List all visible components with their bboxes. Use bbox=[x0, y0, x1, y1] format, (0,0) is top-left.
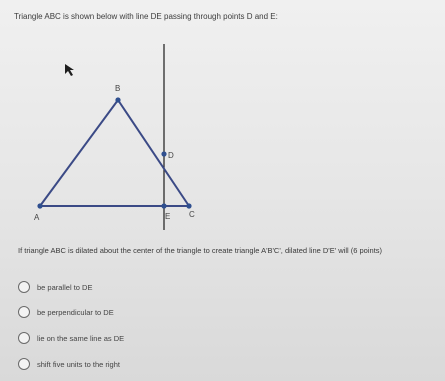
point-a bbox=[37, 203, 42, 208]
label-c: C bbox=[189, 210, 195, 219]
radio-button[interactable] bbox=[18, 306, 30, 318]
triangle-figure bbox=[0, 30, 230, 245]
side-bc bbox=[118, 100, 189, 206]
question-text: If triangle ABC is dilated about the center of the triangle to create triangle A'B'C', dilated line D'E' will (6 points) bbox=[18, 246, 383, 255]
label-d: D bbox=[168, 151, 174, 160]
option-label: be parallel to DE bbox=[37, 282, 93, 292]
side-ab bbox=[40, 100, 118, 206]
option-same-line[interactable] bbox=[18, 331, 124, 345]
radio-button[interactable] bbox=[18, 332, 30, 344]
radio-button[interactable] bbox=[18, 358, 30, 370]
point-c bbox=[186, 203, 191, 208]
option-shift-right[interactable] bbox=[18, 357, 120, 371]
option-label: lie on the same line as DE bbox=[37, 333, 125, 343]
option-perpendicular[interactable] bbox=[18, 305, 114, 319]
label-e: E bbox=[165, 212, 171, 221]
point-e bbox=[161, 203, 166, 208]
intro-text: Triangle ABC is shown below with line DE passing through points D and E: bbox=[14, 12, 278, 21]
label-b: B bbox=[115, 84, 121, 93]
mouse-cursor-icon bbox=[65, 64, 74, 76]
point-d bbox=[161, 151, 166, 156]
triangle-diagram bbox=[0, 30, 230, 245]
option-label: shift five units to the right bbox=[37, 359, 120, 369]
label-a: A bbox=[34, 213, 40, 222]
option-label: be perpendicular to DE bbox=[37, 307, 114, 317]
option-parallel[interactable] bbox=[18, 280, 92, 294]
point-b bbox=[115, 97, 120, 102]
radio-button[interactable] bbox=[18, 281, 30, 293]
